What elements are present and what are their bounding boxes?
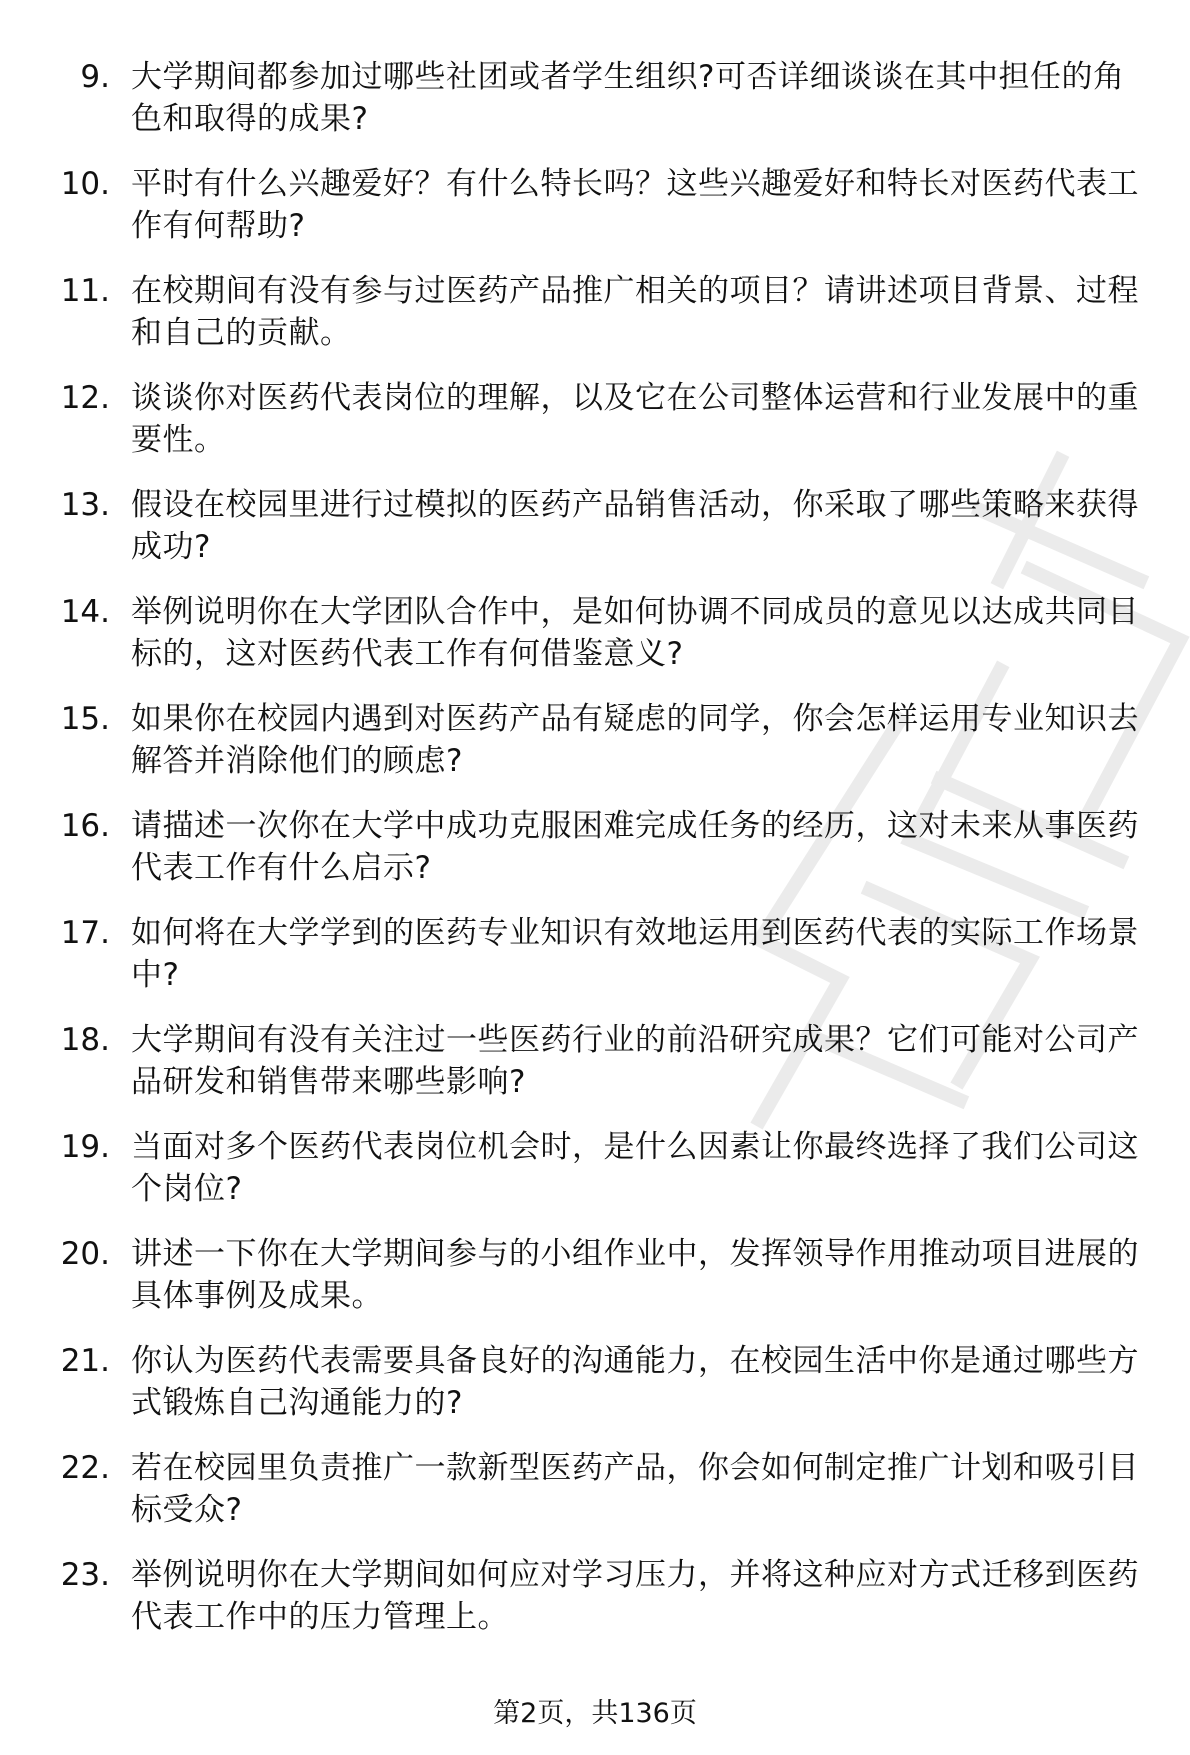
question-number: 15. <box>60 701 110 737</box>
question-number: 20. <box>60 1236 110 1272</box>
question-text: 举例说明你在大学期间如何应对学习压力，并将这种应对方式迁移到医药代表工作中的压力管理上。 <box>131 1557 1139 1635</box>
question-item <box>0 1550 1190 1657</box>
question-item <box>0 1443 1190 1550</box>
question-number: 14. <box>60 594 110 630</box>
page-footer: 第2页，共136页 <box>493 1698 697 1729</box>
question-number: 17. <box>60 915 110 951</box>
question-item <box>0 1336 1190 1443</box>
question-item <box>0 1122 1190 1229</box>
question-text: 大学期间有没有关注过一些医药行业的前沿研究成果？它们可能对公司产品研发和销售带来哪些影响? <box>131 1022 1139 1100</box>
question-text: 假设在校园里进行过模拟的医药产品销售活动，你采取了哪些策略来获得成功? <box>131 487 1139 565</box>
question-item <box>0 694 1190 801</box>
question-text: 在校期间有没有参与过医药产品推广相关的项目？请讲述项目背景、过程和自己的贡献。 <box>131 273 1139 351</box>
question-item <box>0 266 1190 373</box>
question-number: 19. <box>60 1129 110 1165</box>
question-item <box>0 159 1190 266</box>
question-text: 举例说明你在大学团队合作中，是如何协调不同成员的意见以达成共同目标的，这对医药代表工作有何借鉴意义? <box>131 594 1139 672</box>
question-item <box>0 373 1190 480</box>
question-text: 讲述一下你在大学期间参与的小组作业中，发挥领导作用推动项目进展的具体事例及成果。 <box>131 1236 1139 1314</box>
question-text: 当面对多个医药代表岗位机会时，是什么因素让你最终选择了我们公司这个岗位? <box>131 1129 1139 1207</box>
question-text: 谈谈你对医药代表岗位的理解，以及它在公司整体运营和行业发展中的重要性。 <box>131 380 1139 458</box>
question-number: 10. <box>60 166 110 202</box>
question-number: 23. <box>60 1557 110 1593</box>
question-list <box>0 52 1190 1657</box>
question-text: 平时有什么兴趣爱好？有什么特长吗？这些兴趣爱好和特长对医药代表工作有何帮助? <box>131 166 1139 244</box>
question-number: 13. <box>60 487 110 523</box>
question-text: 如果你在校园内遇到对医药产品有疑虑的同学，你会怎样运用专业知识去解答并消除他们的顾虑? <box>131 701 1139 779</box>
question-text: 若在校园里负责推广一款新型医药产品，你会如何制定推广计划和吸引目标受众? <box>131 1450 1139 1528</box>
question-number: 11. <box>60 273 110 309</box>
question-item <box>0 52 1190 159</box>
question-number: 16. <box>60 808 110 844</box>
question-item <box>0 480 1190 587</box>
question-item <box>0 908 1190 1015</box>
question-number: 12. <box>60 380 110 416</box>
question-text: 大学期间都参加过哪些社团或者学生组织?可否详细谈谈在其中担任的角色和取得的成果? <box>131 59 1125 137</box>
question-text: 你认为医药代表需要具备良好的沟通能力，在校园生活中你是通过哪些方式锻炼自己沟通能力的? <box>131 1343 1139 1421</box>
question-number: 21. <box>60 1343 110 1379</box>
question-text: 如何将在大学学到的医药专业知识有效地运用到医药代表的实际工作场景中? <box>131 915 1139 993</box>
question-number: 22. <box>60 1450 110 1486</box>
question-item <box>0 587 1190 694</box>
question-number: 9. <box>80 59 110 95</box>
question-item <box>0 1229 1190 1336</box>
question-item <box>0 1015 1190 1122</box>
question-number: 18. <box>60 1022 110 1058</box>
question-item <box>0 801 1190 908</box>
question-text: 请描述一次你在大学中成功克服困难完成任务的经历，这对未来从事医药代表工作有什么启示? <box>131 808 1139 886</box>
